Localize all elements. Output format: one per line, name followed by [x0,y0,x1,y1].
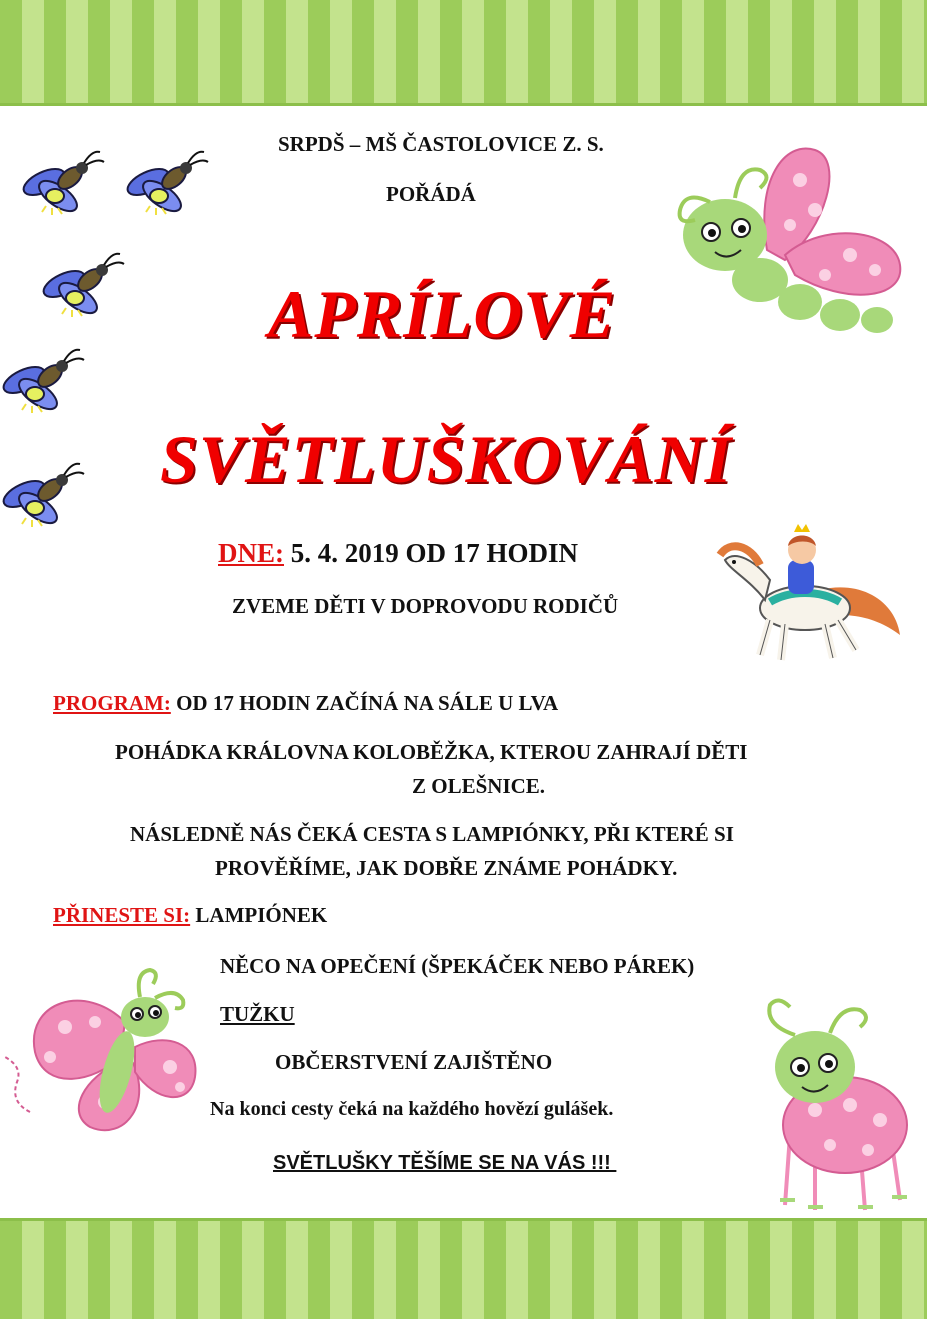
butterfly-icon [655,140,910,340]
closing-text: SVĚTLUŠKY TĚŠÍME SE NA VÁS !!! [273,1152,617,1174]
goulash-text: Na konci cesty čeká na každého hovězí gulášek. [210,1098,614,1120]
bring-item: NĚCO NA OPEČENÍ (ŠPEKÁČEK NEBO PÁREK) [220,954,695,978]
program-value: OD 17 HODIN ZAČÍNÁ NA SÁLE U LVA [170,691,559,715]
title-line-1: APRÍLOVÉ [268,276,617,352]
prince-on-horse-icon [710,520,905,670]
title-line-2: SVĚTLUŠKOVÁNÍ [160,421,733,497]
organizer-name: SRPDŠ – MŠ ČASTOLOVICE Z. S. [278,132,604,156]
ladybug-icon [760,995,915,1215]
bring-item: LAMPIÓNEK [190,903,328,927]
refreshments-text: OBČERSTVENÍ ZAJIŠTĚNO [275,1050,553,1074]
invite-text: ZVEME DĚTI V DOPROVODU RODIČŮ [232,594,619,618]
program-line-4: NÁSLEDNĚ NÁS ČEKÁ CESTA S LAMPIÓNKY, PŘI KTERÉ SI [130,822,734,846]
top-stripe-border [0,0,927,106]
firefly-icon [2,346,86,418]
firefly-icon [22,148,106,220]
date-label: DNE: [218,538,284,568]
date-line [218,538,578,569]
bring-line [53,903,327,928]
bring-item: TUŽKU [220,1002,295,1026]
program-line-3: Z OLEŠNICE. [412,774,546,798]
firefly-icon [42,250,126,322]
presents-label: POŘÁDÁ [386,182,476,206]
program-line-5: PROVĚŘÍME, JAK DOBŘE ZNÁME POHÁDKY. [215,856,678,880]
program-line-2: POHÁDKA KRÁLOVNA KOLOBĚŽKA, KTEROU ZAHRAJÍ DĚTI [115,740,748,764]
program-label: PROGRAM: [53,691,171,715]
firefly-icon [2,460,86,532]
bring-label: PŘINESTE SI: [53,903,191,927]
program-line [53,691,558,716]
butterfly-icon [5,962,205,1162]
bottom-stripe-border [0,1218,927,1319]
firefly-icon [126,148,210,220]
date-value: 5. 4. 2019 OD 17 HODIN [284,538,579,568]
